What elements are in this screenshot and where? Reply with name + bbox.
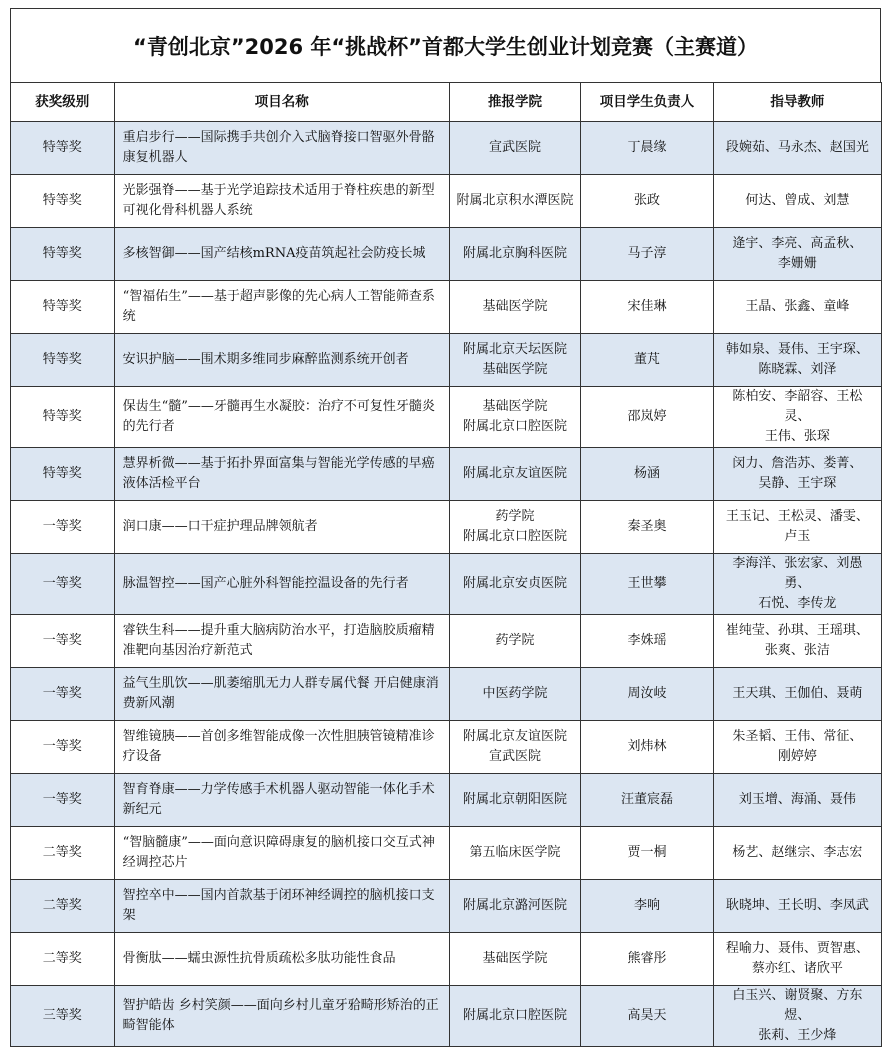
college-cell: [449, 721, 580, 774]
table-row: [11, 175, 882, 228]
college-line: 基础医学院: [482, 399, 548, 414]
advisor-line: 白玉兴、谢贤聚、方东煜、: [732, 988, 863, 1023]
project-name-cell: 慧界析微——基于拓扑界面富集与智能光学传感的早癌液体活检平台: [114, 448, 449, 501]
advisor-line: 刚婷婷: [777, 749, 817, 764]
advisors-cell: [713, 228, 881, 281]
college-line: 附属北京朝阳医院: [463, 792, 568, 807]
project-name-cell: 安识护脑——围术期多维同步麻醉监测系统开创者: [114, 334, 449, 387]
student-leader-cell: 贾一桐: [581, 827, 714, 880]
student-leader-cell: 李响: [581, 880, 714, 933]
college-cell: [449, 615, 580, 668]
advisors-cell: [713, 986, 881, 1047]
advisor-line: 崔纯莹、孙琪、王瑶琪、: [725, 623, 869, 638]
advisor-line: 陈柏安、李韶容、王松灵、: [732, 389, 863, 424]
project-name-cell: 脉温智控——国产心脏外科智能控温设备的先行者: [114, 554, 449, 615]
student-leader-cell: 熊睿彤: [581, 933, 714, 986]
table-row: [11, 986, 882, 1047]
college-cell: [449, 827, 580, 880]
award-level-cell: 二等奖: [11, 933, 115, 986]
college-line: 宣武医院: [489, 749, 542, 764]
project-name-cell: 润口康——口干症护理品牌领航者: [114, 501, 449, 554]
project-name-cell: 睿铁生科——提升重大脑病防治水平，打造脑胶质瘤精准靶向基因治疗新范式: [114, 615, 449, 668]
award-level-cell: 特等奖: [11, 175, 115, 228]
project-name-cell: 重启步行——国际携手共创介入式脑脊接口智驱外骨骼康复机器人: [114, 122, 449, 175]
advisor-line: 陈晓霖、刘泽: [758, 362, 837, 377]
student-leader-cell: 汪董宸磊: [581, 774, 714, 827]
advisor-line: 张莉、王少烽: [758, 1028, 837, 1043]
student-leader-cell: 邵岚婷: [581, 387, 714, 448]
advisor-line: 张爽、张洁: [764, 643, 830, 658]
advisors-cell: [713, 615, 881, 668]
advisors-cell: [713, 554, 881, 615]
award-level-cell: 特等奖: [11, 228, 115, 281]
college-cell: [449, 334, 580, 387]
college-line: 附属北京安贞医院: [463, 576, 568, 591]
advisors-cell: [713, 387, 881, 448]
advisors-cell: [713, 880, 881, 933]
college-cell: [449, 501, 580, 554]
award-level-cell: 一等奖: [11, 615, 115, 668]
project-name-cell: 智育脊康——力学传感手术机器人驱动智能一体化手术新纪元: [114, 774, 449, 827]
college-cell: [449, 986, 580, 1047]
college-line: 附属北京口腔医院: [463, 1008, 568, 1023]
student-leader-cell: 李姝瑶: [581, 615, 714, 668]
college-line: 药学院: [495, 633, 535, 648]
advisor-line: 耿晓坤、王长明、李凤武: [725, 898, 869, 913]
advisor-line: 李姗姗: [777, 256, 817, 271]
advisor-line: 朱圣韬、王伟、常征、: [732, 729, 863, 744]
advisor-line: 逄宇、李亮、高孟秋、: [732, 236, 863, 251]
award-level-cell: 一等奖: [11, 501, 115, 554]
table-row: [11, 554, 882, 615]
college-cell: [449, 387, 580, 448]
college-line: 第五临床医学院: [469, 845, 561, 860]
header-project-name: 项目名称: [114, 83, 449, 122]
project-name-cell: 智维镜胰——首创多维智能成像一次性胆胰管镜精准诊疗设备: [114, 721, 449, 774]
college-line: 附属北京天坛医院: [463, 342, 568, 357]
student-leader-cell: 王世攀: [581, 554, 714, 615]
project-name-cell: “智脑髓康”——面向意识障碍康复的脑机接口交互式神经调控芯片: [114, 827, 449, 880]
advisors-cell: [713, 448, 881, 501]
college-cell: [449, 281, 580, 334]
award-level-cell: 二等奖: [11, 880, 115, 933]
advisor-line: 杨艺、赵继宗、李志宏: [732, 845, 863, 860]
student-leader-cell: 杨涵: [581, 448, 714, 501]
award-level-cell: 特等奖: [11, 281, 115, 334]
college-cell: [449, 554, 580, 615]
award-level-cell: 一等奖: [11, 668, 115, 721]
table-body: [11, 122, 882, 1047]
advisors-cell: [713, 122, 881, 175]
advisor-line: 王晶、张鑫、童峰: [745, 299, 850, 314]
advisors-cell: [713, 501, 881, 554]
table-row: [11, 281, 882, 334]
college-cell: [449, 228, 580, 281]
document-title: “青创北京”2026 年“挑战杯”首都大学生创业计划竞赛（主赛道）: [10, 8, 881, 82]
table-row: [11, 933, 882, 986]
college-line: 附属北京口腔医院: [463, 419, 568, 434]
award-level-cell: 特等奖: [11, 387, 115, 448]
award-level-cell: 一等奖: [11, 721, 115, 774]
table-row: [11, 827, 882, 880]
award-level-cell: 一等奖: [11, 554, 115, 615]
project-name-cell: “智福佑生”——基于超声影像的先心病人工智能筛查系统: [114, 281, 449, 334]
project-name-cell: 光影强脊——基于光学追踪技术适用于脊柱疾患的新型可视化骨科机器人系统: [114, 175, 449, 228]
college-cell: [449, 448, 580, 501]
student-leader-cell: 高昊天: [581, 986, 714, 1047]
award-level-cell: 一等奖: [11, 774, 115, 827]
college-line: 基础医学院: [482, 362, 548, 377]
college-cell: [449, 122, 580, 175]
header-advisors: 指导教师: [713, 83, 881, 122]
student-leader-cell: 秦圣奥: [581, 501, 714, 554]
table-row: [11, 334, 882, 387]
student-leader-cell: 宋佳琳: [581, 281, 714, 334]
project-name-cell: 智护皓齿 乡村笑颜——面向乡村儿童牙𬌗畸形矫治的正畸智能体: [114, 986, 449, 1047]
award-level-cell: 特等奖: [11, 448, 115, 501]
award-level-cell: 特等奖: [11, 122, 115, 175]
award-level-cell: 三等奖: [11, 986, 115, 1047]
student-leader-cell: 丁晨缘: [581, 122, 714, 175]
advisor-line: 卢玉: [784, 529, 811, 544]
college-line: 附属北京潞河医院: [463, 898, 568, 913]
college-line: 附属北京积水潭医院: [456, 193, 574, 208]
advisor-line: 闵力、詹浩苏、娄菁、: [732, 456, 863, 471]
award-level-cell: 二等奖: [11, 827, 115, 880]
table-row: [11, 122, 882, 175]
header-college: 推报学院: [449, 83, 580, 122]
college-line: 药学院: [495, 509, 535, 524]
college-line: 附属北京胸科医院: [463, 246, 568, 261]
advisor-line: 王伟、张琛: [764, 429, 830, 444]
header-award-level: 获奖级别: [11, 83, 115, 122]
table-row: [11, 387, 882, 448]
advisor-line: 王玉记、王松灵、潘雯、: [725, 509, 869, 524]
award-level-cell: 特等奖: [11, 334, 115, 387]
table-row: [11, 880, 882, 933]
table-row: [11, 721, 882, 774]
college-line: 基础医学院: [482, 299, 548, 314]
table-row: [11, 228, 882, 281]
advisors-cell: [713, 334, 881, 387]
awards-table: [10, 82, 882, 1047]
advisors-cell: [713, 774, 881, 827]
advisor-line: 吴静、王宇琛: [758, 476, 837, 491]
student-leader-cell: 张政: [581, 175, 714, 228]
header-student-leader: 项目学生负责人: [581, 83, 714, 122]
table-row: [11, 615, 882, 668]
student-leader-cell: 周汝岐: [581, 668, 714, 721]
project-name-cell: 益气生肌饮——肌萎缩肌无力人群专属代餐 开启健康消费新风潮: [114, 668, 449, 721]
college-line: 基础医学院: [482, 951, 548, 966]
advisors-cell: [713, 668, 881, 721]
student-leader-cell: 刘炜林: [581, 721, 714, 774]
table-row: [11, 668, 882, 721]
advisors-cell: [713, 175, 881, 228]
project-name-cell: 保齿生“髓”——牙髓再生水凝胶：治疗不可复性牙髓炎的先行者: [114, 387, 449, 448]
advisors-cell: [713, 721, 881, 774]
advisors-cell: [713, 827, 881, 880]
advisors-cell: [713, 933, 881, 986]
table-row: [11, 501, 882, 554]
college-cell: [449, 175, 580, 228]
advisor-line: 刘玉增、海涌、聂伟: [738, 792, 856, 807]
advisor-line: 程喻力、聂伟、贾智惠、: [725, 941, 869, 956]
student-leader-cell: 马子淳: [581, 228, 714, 281]
advisor-line: 李海洋、张宏家、刘愚勇、: [732, 556, 863, 591]
table-header-row: [11, 83, 882, 122]
college-line: 附属北京口腔医院: [463, 529, 568, 544]
advisors-cell: [713, 281, 881, 334]
advisor-line: 段婉茹、马永杰、赵国光: [725, 140, 869, 155]
college-line: 宣武医院: [489, 140, 542, 155]
college-cell: [449, 668, 580, 721]
student-leader-cell: 董芃: [581, 334, 714, 387]
project-name-cell: 智控卒中——国内首款基于闭环神经调控的脑机接口支架: [114, 880, 449, 933]
project-name-cell: 骨衡肽——蠕虫源性抗骨质疏松多肽功能性食品: [114, 933, 449, 986]
table-row: [11, 448, 882, 501]
advisor-line: 蔡亦红、诸欣平: [751, 961, 843, 976]
college-line: 附属北京友谊医院: [463, 729, 568, 744]
college-cell: [449, 774, 580, 827]
college-line: 附属北京友谊医院: [463, 466, 568, 481]
college-cell: [449, 880, 580, 933]
advisor-line: 韩如泉、聂伟、王宇琛、: [725, 342, 869, 357]
college-cell: [449, 933, 580, 986]
college-line: 中医药学院: [482, 686, 548, 701]
advisor-line: 王天琪、王伽伯、聂萌: [732, 686, 863, 701]
advisor-line: 何达、曾成、刘慧: [745, 193, 850, 208]
project-name-cell: 多核智御——国产结核mRNA疫苗筑起社会防疫长城: [114, 228, 449, 281]
advisor-line: 石悦、李传龙: [758, 596, 837, 611]
table-row: [11, 774, 882, 827]
